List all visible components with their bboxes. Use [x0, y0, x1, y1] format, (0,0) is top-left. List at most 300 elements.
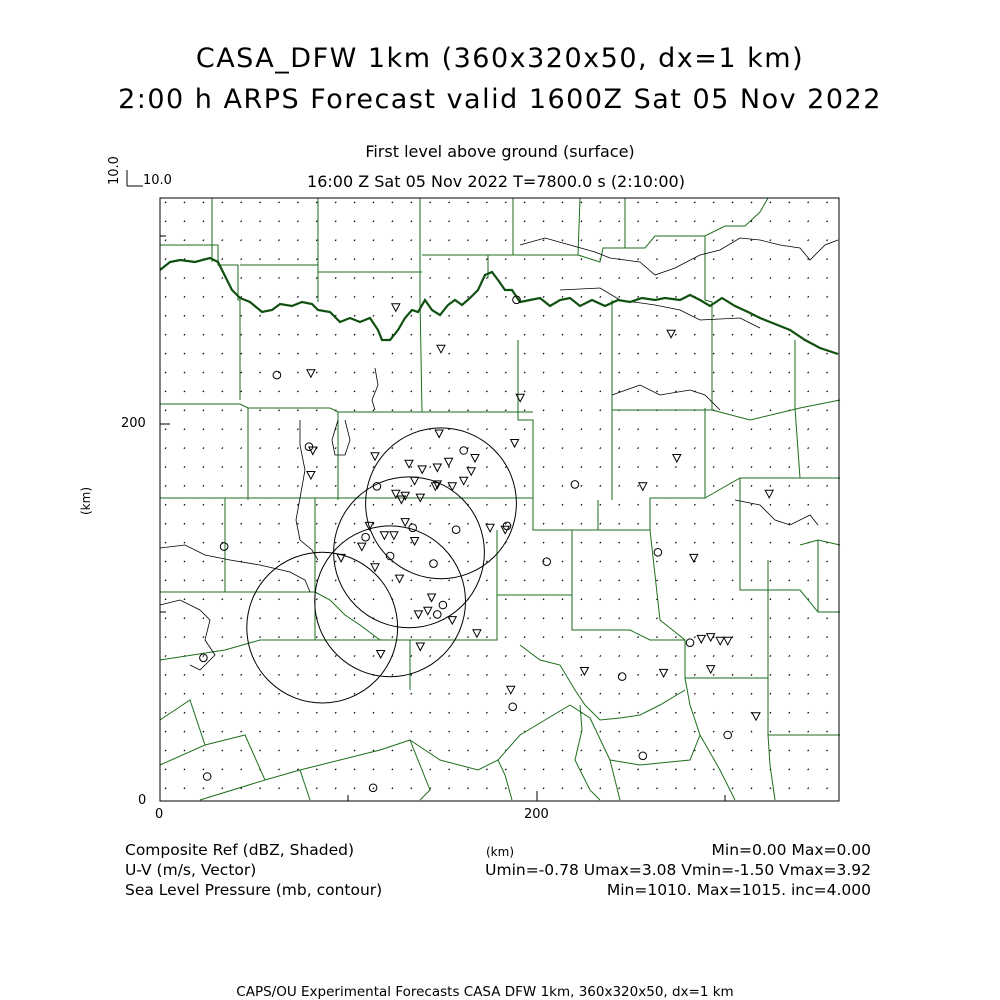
- wind-vector: [562, 485, 563, 486]
- wind-vector: [656, 655, 657, 656]
- station-triangle: [467, 468, 475, 476]
- wind-vector: [524, 315, 525, 316]
- wind-vector: [675, 523, 676, 524]
- wind-vector: [165, 391, 166, 392]
- wind-vector: [770, 353, 771, 354]
- wind-vector: [789, 769, 790, 770]
- station-circle: [571, 481, 579, 489]
- wind-vector: [656, 240, 657, 241]
- wind-vector: [827, 466, 828, 467]
- wind-vector: [260, 259, 261, 260]
- wind-vector: [694, 731, 695, 732]
- wind-vector: [751, 202, 752, 203]
- wind-vector: [619, 240, 620, 241]
- wind-vector: [675, 277, 676, 278]
- station-triangle: [401, 519, 409, 527]
- wind-vector: [184, 353, 185, 354]
- wind-vector: [260, 277, 261, 278]
- wind-vector: [222, 599, 223, 600]
- wind-vector: [184, 202, 185, 203]
- wind-vector: [770, 561, 771, 562]
- wind-vector: [354, 750, 355, 751]
- radar-ring-radar-1: [366, 428, 517, 579]
- station-triangle: [380, 532, 388, 540]
- wind-vector: [316, 296, 317, 297]
- wind-vector: [505, 334, 506, 335]
- wind-vector: [260, 523, 261, 524]
- wind-vector: [713, 240, 714, 241]
- wind-vector: [260, 429, 261, 430]
- wind-vector: [524, 788, 525, 789]
- wind-vector: [392, 410, 393, 411]
- wind-vector: [600, 353, 601, 354]
- wind-vector: [751, 410, 752, 411]
- wind-vector: [335, 277, 336, 278]
- station-circle: [203, 773, 211, 781]
- wind-vector: [656, 504, 657, 505]
- wind-vector: [524, 542, 525, 543]
- wind-vector: [656, 315, 657, 316]
- wind-vector: [184, 693, 185, 694]
- wind-vector: [808, 693, 809, 694]
- wind-vector: [430, 277, 431, 278]
- wind-vector: [732, 277, 733, 278]
- wind-vector: [222, 561, 223, 562]
- wind-vector: [713, 334, 714, 335]
- wind-vector: [165, 504, 166, 505]
- wind-vector: [278, 391, 279, 392]
- wind-vector: [392, 504, 393, 505]
- wind-vector: [543, 674, 544, 675]
- wind-vector: [524, 277, 525, 278]
- wind-vector: [770, 693, 771, 694]
- wind-vector: [411, 448, 412, 449]
- wind-vector: [222, 637, 223, 638]
- wind-vector: [467, 410, 468, 411]
- wind-vector: [543, 334, 544, 335]
- wind-vector: [694, 240, 695, 241]
- wind-vector: [694, 712, 695, 713]
- wind-vector: [241, 334, 242, 335]
- wind-vector: [675, 259, 676, 260]
- wind-vector: [619, 655, 620, 656]
- wind-vector: [562, 618, 563, 619]
- wind-vector: [411, 429, 412, 430]
- county-line: [625, 198, 768, 248]
- wind-vector: [694, 618, 695, 619]
- wind-vector: [467, 542, 468, 543]
- wind-vector: [562, 523, 563, 524]
- wind-vector: [600, 750, 601, 751]
- wind-vector: [694, 277, 695, 278]
- wind-vector: [165, 296, 166, 297]
- wind-vector: [770, 712, 771, 713]
- wind-vector: [675, 674, 676, 675]
- wind-vector: [827, 391, 828, 392]
- wind-vector: [656, 391, 657, 392]
- wind-vector: [486, 202, 487, 203]
- wind-vector: [297, 259, 298, 260]
- wind-vector: [297, 750, 298, 751]
- wind-vector: [165, 221, 166, 222]
- wind-vector: [430, 712, 431, 713]
- wind-vector: [203, 523, 204, 524]
- wind-vector: [505, 523, 506, 524]
- wind-vector: [600, 542, 601, 543]
- wind-vector: [486, 769, 487, 770]
- wind-vector: [411, 788, 412, 789]
- wind-vector: [694, 674, 695, 675]
- station-circle: [618, 673, 626, 681]
- wind-vector: [770, 334, 771, 335]
- wind-vector: [203, 674, 204, 675]
- wind-vector: [373, 769, 374, 770]
- wind-vector: [449, 372, 450, 373]
- wind-vector: [335, 655, 336, 656]
- wind-vector: [278, 599, 279, 600]
- wind-vector: [562, 580, 563, 581]
- wind-vector: [751, 693, 752, 694]
- wind-vector: [638, 334, 639, 335]
- wind-vector: [203, 240, 204, 241]
- wind-vector: [411, 674, 412, 675]
- wind-vector: [581, 259, 582, 260]
- wind-vector: [619, 712, 620, 713]
- wind-vector: [241, 542, 242, 543]
- wind-vector: [430, 240, 431, 241]
- wind-vector: [222, 315, 223, 316]
- wind-vector: [297, 693, 298, 694]
- station-triangle: [424, 607, 432, 615]
- county-line: [570, 678, 700, 765]
- wind-vector: [241, 504, 242, 505]
- wind-vector: [411, 277, 412, 278]
- wind-vector: [430, 523, 431, 524]
- wind-vector: [562, 353, 563, 354]
- wind-vector: [335, 372, 336, 373]
- wind-vector: [373, 353, 374, 354]
- wind-vector: [789, 618, 790, 619]
- wind-vector: [656, 334, 657, 335]
- wind-vector: [449, 580, 450, 581]
- wind-vector: [732, 523, 733, 524]
- wind-vector: [600, 429, 601, 430]
- wind-vector: [675, 429, 676, 430]
- legend-wind: U-V (m/s, Vector): [125, 861, 257, 879]
- wind-vector: [467, 259, 468, 260]
- wind-vector: [581, 618, 582, 619]
- wind-vector: [600, 448, 601, 449]
- wind-vector: [278, 674, 279, 675]
- wind-vector: [619, 769, 620, 770]
- wind-vector: [373, 466, 374, 467]
- wind-vector: [392, 693, 393, 694]
- wind-vector: [638, 296, 639, 297]
- wind-vector: [354, 731, 355, 732]
- station-circle: [452, 526, 460, 534]
- wind-vector: [524, 485, 525, 486]
- wind-vector: [770, 277, 771, 278]
- wind-vector: [222, 448, 223, 449]
- wind-vector: [600, 334, 601, 335]
- wind-vector: [467, 277, 468, 278]
- wind-vector: [713, 599, 714, 600]
- wind-vector: [278, 259, 279, 260]
- wind-vector: [827, 637, 828, 638]
- wind-vector: [827, 655, 828, 656]
- wind-vector: [656, 277, 657, 278]
- wind-vector: [713, 504, 714, 505]
- wind-vector: [770, 315, 771, 316]
- radar-range-rings: [247, 428, 517, 703]
- county-line: [160, 700, 205, 765]
- wind-vector: [222, 296, 223, 297]
- wind-vector: [770, 410, 771, 411]
- wind-vector: [392, 466, 393, 467]
- wind-vector: [808, 429, 809, 430]
- wind-vector: [222, 655, 223, 656]
- wind-vector: [600, 561, 601, 562]
- wind-vector: [165, 731, 166, 732]
- wind-vector: [713, 712, 714, 713]
- wind-vector: [543, 315, 544, 316]
- wind-vector: [808, 769, 809, 770]
- wind-vector: [373, 788, 374, 789]
- wind-vector: [505, 466, 506, 467]
- wind-vector: [562, 693, 563, 694]
- wind-vector: [392, 637, 393, 638]
- county-line: [612, 236, 712, 410]
- wind-vector: [430, 448, 431, 449]
- wind-vector: [751, 504, 752, 505]
- wind-vector: [751, 296, 752, 297]
- x-axis-unit: (km): [486, 845, 515, 859]
- wind-vector: [335, 769, 336, 770]
- wind-vector: [808, 731, 809, 732]
- wind-vector: [411, 693, 412, 694]
- wind-vector: [486, 221, 487, 222]
- wind-vector: [656, 259, 657, 260]
- wind-vector: [297, 655, 298, 656]
- wind-vector: [392, 277, 393, 278]
- wind-vector: [203, 731, 204, 732]
- wind-vector: [184, 618, 185, 619]
- station-triangle: [307, 472, 315, 480]
- wind-vector: [241, 693, 242, 694]
- wind-vector: [581, 674, 582, 675]
- wind-vector: [486, 788, 487, 789]
- wind-vector: [638, 655, 639, 656]
- wind-vector: [732, 391, 733, 392]
- wind-vector: [600, 655, 601, 656]
- wind-vector: [449, 769, 450, 770]
- wind-vector: [675, 561, 676, 562]
- county-line: [768, 678, 840, 735]
- wind-vector: [297, 240, 298, 241]
- wind-vector: [467, 391, 468, 392]
- wind-vector: [789, 504, 790, 505]
- wind-vector: [278, 202, 279, 203]
- wind-vector: [411, 259, 412, 260]
- wind-vector: [808, 750, 809, 751]
- wind-vector: [203, 296, 204, 297]
- wind-vector: [316, 391, 317, 392]
- wind-vector: [278, 712, 279, 713]
- wind-vector: [675, 353, 676, 354]
- y-axis-unit: (km): [79, 486, 93, 515]
- wind-vector: [260, 410, 261, 411]
- wind-vector: [278, 788, 279, 789]
- wind-vector: [581, 202, 582, 203]
- wind-vector: [203, 561, 204, 562]
- wind-vector: [222, 429, 223, 430]
- wind-vector: [581, 296, 582, 297]
- wind-vector: [260, 637, 261, 638]
- wind-vector: [713, 221, 714, 222]
- wind-vector: [354, 466, 355, 467]
- wind-vector: [675, 296, 676, 297]
- wind-vector: [335, 523, 336, 524]
- wind-vector: [297, 391, 298, 392]
- wind-vector: [260, 221, 261, 222]
- wind-vector: [260, 599, 261, 600]
- wind-vector: [543, 618, 544, 619]
- station-triangle: [377, 651, 385, 659]
- wind-vector: [638, 712, 639, 713]
- station-triangle: [486, 524, 494, 532]
- wind-vector: [222, 391, 223, 392]
- wind-vector: [430, 221, 431, 222]
- wind-vector: [751, 429, 752, 430]
- wind-vector: [543, 504, 544, 505]
- wind-vector: [241, 769, 242, 770]
- wind-vector: [486, 731, 487, 732]
- wind-vector: [751, 523, 752, 524]
- wind-vector: [808, 410, 809, 411]
- wind-vector: [675, 712, 676, 713]
- wind-vector: [241, 618, 242, 619]
- wind-vector: [638, 731, 639, 732]
- county-line: [160, 404, 422, 412]
- wind-vector: [789, 202, 790, 203]
- wind-vector: [449, 504, 450, 505]
- wind-vector: [732, 542, 733, 543]
- wind-vector: [770, 221, 771, 222]
- wind-vector: [600, 637, 601, 638]
- wind-vector: [656, 202, 657, 203]
- wind-vector: [827, 599, 828, 600]
- wind-vector: [543, 448, 544, 449]
- station-triangle: [690, 554, 698, 562]
- wind-vector: [354, 788, 355, 789]
- wind-vector: [827, 485, 828, 486]
- wind-vector: [392, 296, 393, 297]
- wind-vector: [278, 277, 279, 278]
- wind-vector: [789, 466, 790, 467]
- wind-vector: [449, 637, 450, 638]
- wind-vector: [505, 372, 506, 373]
- wind-vector: [260, 788, 261, 789]
- wind-vector: [203, 334, 204, 335]
- wind-vector: [354, 523, 355, 524]
- wind-vector: [354, 202, 355, 203]
- wind-vector: [222, 769, 223, 770]
- wind-vector: [808, 712, 809, 713]
- wind-vector: [184, 429, 185, 430]
- wind-vector: [713, 542, 714, 543]
- wind-vector: [184, 391, 185, 392]
- wind-vector: [430, 410, 431, 411]
- station-triangle: [716, 637, 724, 645]
- county-line: [160, 245, 240, 400]
- wind-vector: [751, 674, 752, 675]
- wind-vector: [675, 750, 676, 751]
- station-circle: [220, 543, 228, 551]
- wind-vector: [203, 221, 204, 222]
- station-triangle: [516, 394, 524, 402]
- wind-vector: [808, 221, 809, 222]
- wind-vector: [543, 788, 544, 789]
- wind-vector: [297, 523, 298, 524]
- wind-vector: [656, 580, 657, 581]
- wind-vector: [581, 599, 582, 600]
- wind-vector: [770, 504, 771, 505]
- wind-vector: [184, 674, 185, 675]
- wind-vector: [297, 561, 298, 562]
- wind-vector: [260, 674, 261, 675]
- wind-vector: [354, 372, 355, 373]
- wind-vector: [449, 542, 450, 543]
- wind-vector: [562, 391, 563, 392]
- station-triangle: [765, 490, 773, 498]
- station-triangle: [471, 455, 479, 463]
- wind-vector: [638, 277, 639, 278]
- wind-vector: [335, 353, 336, 354]
- wind-vector: [165, 315, 166, 316]
- wind-vector: [203, 391, 204, 392]
- axis-ticks: [160, 236, 839, 801]
- county-line: [610, 760, 620, 800]
- wind-vector: [316, 637, 317, 638]
- wind-vector: [732, 334, 733, 335]
- wind-vector: [335, 750, 336, 751]
- wind-vector: [260, 693, 261, 694]
- wind-vector: [467, 637, 468, 638]
- legend-pressure: Sea Level Pressure (mb, contour): [125, 881, 383, 899]
- wind-vector: [392, 448, 393, 449]
- wind-vector: [486, 618, 487, 619]
- wind-vector: [165, 410, 166, 411]
- wind-vector: [675, 769, 676, 770]
- wind-vector: [732, 353, 733, 354]
- wind-vector: [316, 372, 317, 373]
- wind-vector: [789, 580, 790, 581]
- wind-vector: [675, 240, 676, 241]
- station-triangle: [418, 466, 426, 474]
- wind-vector: [411, 334, 412, 335]
- wind-vector: [789, 693, 790, 694]
- wind-vector: [392, 731, 393, 732]
- wind-vector: [732, 448, 733, 449]
- wind-vector: [656, 485, 657, 486]
- wind-vector: [562, 712, 563, 713]
- wind-vector: [486, 240, 487, 241]
- footer-credit: CAPS/OU Experimental Forecasts CASA DFW 1km, 360x320x50, dx=1 km: [236, 984, 734, 1000]
- wind-vector: [184, 240, 185, 241]
- wind-vector: [449, 315, 450, 316]
- wind-vector: [165, 788, 166, 789]
- wind-vector: [656, 769, 657, 770]
